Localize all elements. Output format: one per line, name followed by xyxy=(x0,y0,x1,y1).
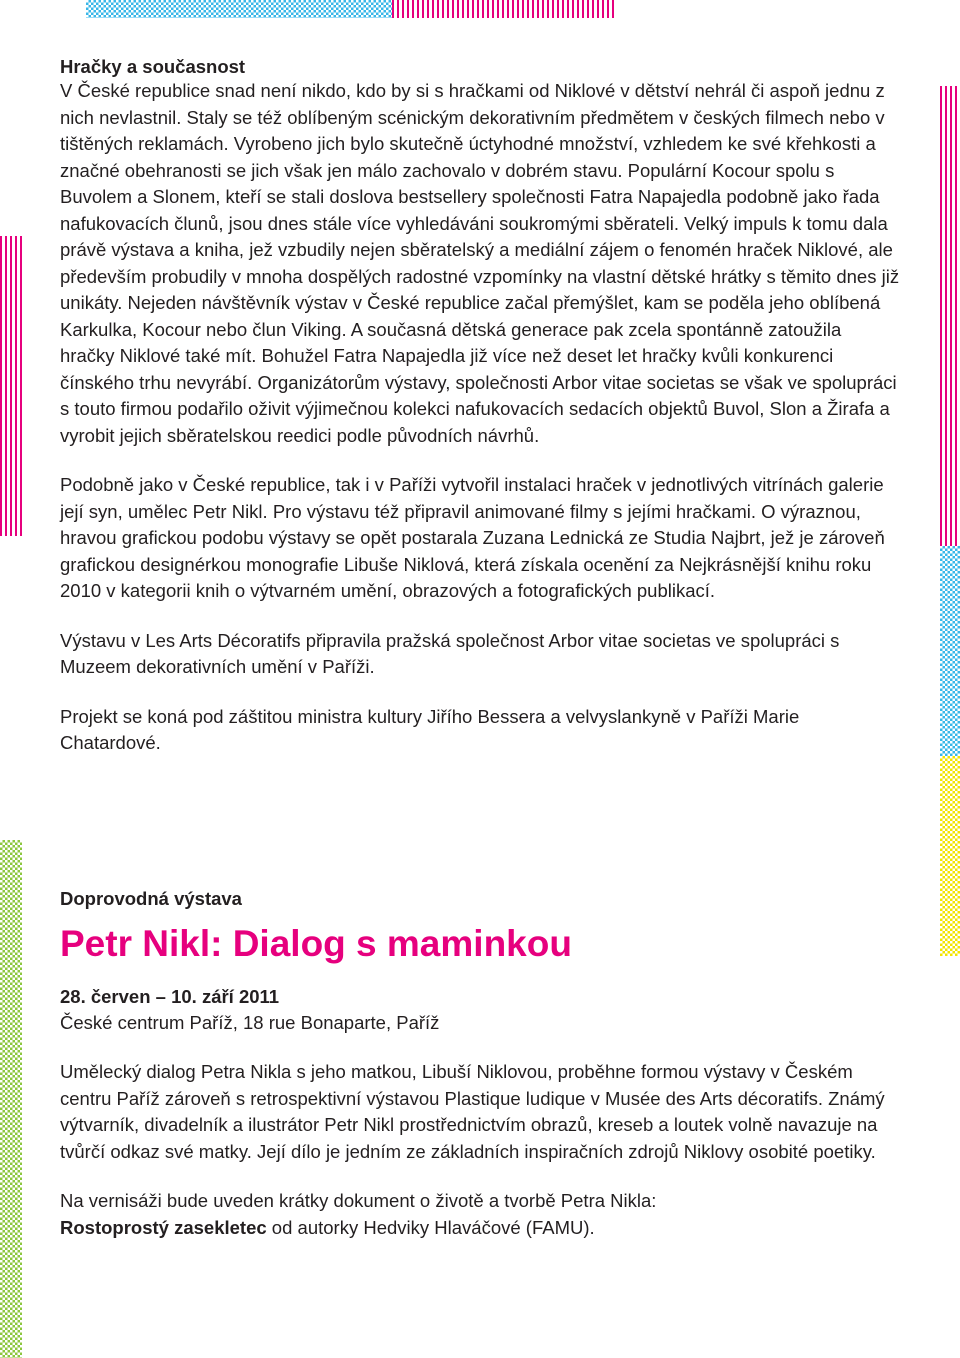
paragraph-toys-today: V České republice snad není nikdo, kdo by si s hračkami od Niklové v dětství nehrál či aspoň jednu z nich nevlastnil. Staly se též oblíbeným scénickým dekorativním předmětem v českých filmech nebo v tištěných reklamách. Vyrobeno jich bylo skutečně úctyhodné množství, vzhledem ke své křehkosti a značné obehranosti se jich však jen málo zachovalo v dobrém stavu. Populární Kocour spolu s Buvolem a Slonem, kteří se stali doslova bestsellery společnosti Fatra Napajedla podobně jako řada nafukovacích člunů, jsou dnes stále více vyhledáváni soukromými sběrateli. Velký impuls k tomu dala právě výstava a kniha, jež vzbudily nejen sběratelský a mediální zájem o fenomén hraček Niklové, ale především probudily v mnoha dospělých radostné vzpomínky na vlastní dětské hrátky s těmito dnes již unikáty. Nejeden návštěvník výstav v České republice začal přemýšlet, kam se poděla jeho oblíbená Karkulka, Kocour nebo člun Viking. A současná dětská generace pak zcela spontánně zatoužila hračky Niklové také mít. Bohužel Fatra Napajedla již více než deset let hračky kvůli konkurenci čínského trhu nevyrábí. Organizátorům výstavy, společnosti Arbor vitae societas se však ve spolupráci s touto firmou podařilo oživit výjimečnou kolekci nafukovacích sedacích objektů Buvol, Slon a Žirafa a vyrobit jejich sběratelskou reedici podle původních návrhů. xyxy=(60,80,900,446)
vernissage-intro: Na vernisáži bude uveden krátky dokument o životě a tvorbě Petra Nikla: xyxy=(60,1190,657,1211)
paragraph-vernissage xyxy=(60,1188,900,1241)
film-credit: od autorky Hedviky Hlaváčové (FAMU). xyxy=(266,1216,595,1238)
top-blue-checker-stripe xyxy=(86,0,392,18)
companion-label: Doprovodná výstava xyxy=(60,888,242,909)
right-blue-checker-stripe xyxy=(940,546,960,756)
paragraph-organizer: Výstavu v Les Arts Décoratifs připravila pražská společnost Arbor vitae societas ve spolupráci s Muzeem dekorativních umění v Paříži. xyxy=(60,629,840,677)
film-title: Rostoprostý zasekletec xyxy=(60,1216,267,1238)
left-green-checker-stripe xyxy=(0,840,22,1358)
companion-exhibition xyxy=(60,888,900,1241)
companion-place: České centrum Paříž, 18 rue Bonaparte, Paříž xyxy=(60,1012,440,1033)
companion-title: Petr Nikl: Dialog s maminkou xyxy=(60,923,572,964)
left-pink-line-stripe xyxy=(0,236,22,536)
right-pink-line-stripe xyxy=(940,86,960,546)
right-yellow-checker-stripe xyxy=(940,756,960,956)
section-heading: Hračky a současnost xyxy=(60,56,246,77)
paragraph-patronage: Projekt se koná pod záštitou ministra kultury Jiřího Bessera a velvyslankyně v Paříži Marie Chatardové. xyxy=(60,705,800,753)
paragraph-paris-installation: Podobně jako v České republice, tak i v Paříži vytvořil instalaci hraček v jednotlivých vitrínách galerie její syn, umělec Petr Nikl. Pro výstavu též připravil animované filmy s jejími hračkami. O výraznou, hravou grafickou podobu výstavy se opět postarala Zuzana Lednická ze Studia Najbrt, jež je zároveň grafickou designérkou monografie Libuše Niklová, která získala ocenění za Nejkrásnější knihu roku 2010 v kategorii knih o výtvarném umění, obrazových a fotografických publikací. xyxy=(60,474,885,601)
top-pink-line-stripe xyxy=(392,0,614,18)
article-body xyxy=(60,56,900,757)
paragraph-dialog: Umělecký dialog Petra Nikla s jeho matkou, Libuší Niklovou, proběhne formou výstavy v Českém centru Paříž zároveň s retrospektivní výstavou Plastique ludique v Musée des Arts décoratifs. Známý výtvarník, divadelník a ilustrátor Petr Nikl prostřednictvím obrazů, kreseb a loutek volně navazuje na tvůrčí odkaz své matky. Její dílo je jedním ze základních inspiračních zdrojů Niklovy osobité poetiky. xyxy=(60,1061,885,1162)
companion-dates: 28. červen – 10. září 2011 xyxy=(60,986,280,1007)
